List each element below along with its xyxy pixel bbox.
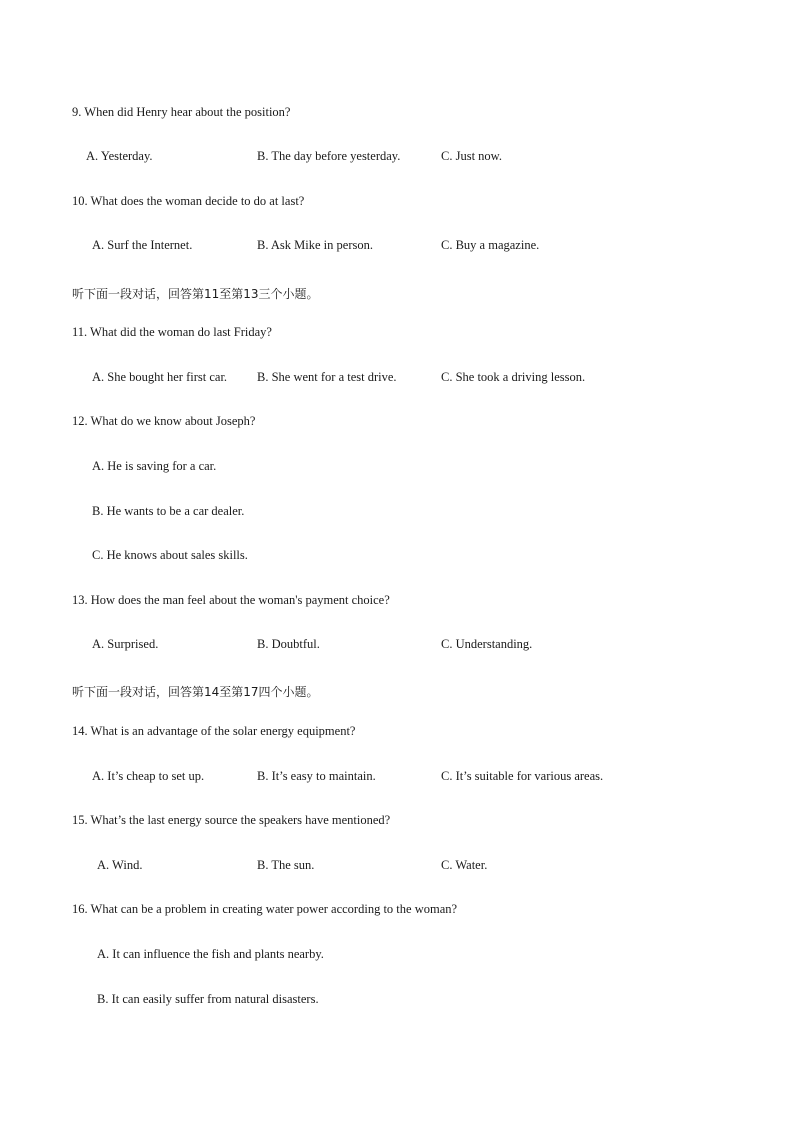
question-9: 9. When did Henry hear about the position? bbox=[72, 105, 291, 119]
q10-option-a: A. Surf the Internet. bbox=[92, 238, 193, 252]
q9-option-c: C. Just now. bbox=[441, 149, 503, 163]
q13-option-c: C. Understanding. bbox=[441, 637, 533, 651]
q11-option-c: C. She took a driving lesson. bbox=[441, 370, 586, 384]
q14-option-b: B. It’s easy to maintain. bbox=[257, 769, 376, 783]
q15-option-b: B. The sun. bbox=[257, 858, 315, 872]
q15-option-a: A. Wind. bbox=[97, 858, 143, 872]
q13-option-b: B. Doubtful. bbox=[257, 637, 320, 651]
question-11: 11. What did the woman do last Friday? bbox=[72, 325, 272, 339]
q16-option-a: A. It can influence the fish and plants nearby. bbox=[97, 947, 324, 961]
q15-option-c: C. Water. bbox=[441, 858, 488, 872]
q14-option-a: A. It’s cheap to set up. bbox=[92, 769, 205, 783]
q14-option-c: C. It’s suitable for various areas. bbox=[441, 769, 604, 783]
q12-option-a: A. He is saving for a car. bbox=[92, 459, 217, 473]
q10-option-b: B. Ask Mike in person. bbox=[257, 238, 373, 252]
q10-option-c: C. Buy a magazine. bbox=[441, 238, 540, 252]
question-14: 14. What is an advantage of the solar energy equipment? bbox=[72, 724, 356, 738]
q13-option-a: A. Surprised. bbox=[92, 637, 159, 651]
q9-option-b: B. The day before yesterday. bbox=[257, 149, 401, 163]
q9-option-a: A. Yesterday. bbox=[86, 149, 153, 163]
question-12: 12. What do we know about Joseph? bbox=[72, 414, 256, 428]
section-instruction-14-17: 听下面一段对话，回答第14至第17四个小题。 bbox=[72, 685, 319, 699]
section-instruction-11-13: 听下面一段对话，回答第11至第13三个小题。 bbox=[72, 287, 319, 301]
question-10: 10. What does the woman decide to do at last? bbox=[72, 194, 305, 208]
question-15: 15. What’s the last energy source the speakers have mentioned? bbox=[72, 813, 391, 827]
q16-option-b: B. It can easily suffer from natural disasters. bbox=[97, 992, 319, 1006]
q11-option-b: B. She went for a test drive. bbox=[257, 370, 397, 384]
question-16: 16. What can be a problem in creating water power according to the woman? bbox=[72, 902, 458, 916]
q12-option-b: B. He wants to be a car dealer. bbox=[92, 504, 245, 518]
q12-option-c: C. He knows about sales skills. bbox=[92, 548, 248, 562]
q11-option-a: A. She bought her first car. bbox=[92, 370, 228, 384]
question-13: 13. How does the man feel about the woman's payment choice? bbox=[72, 593, 390, 607]
